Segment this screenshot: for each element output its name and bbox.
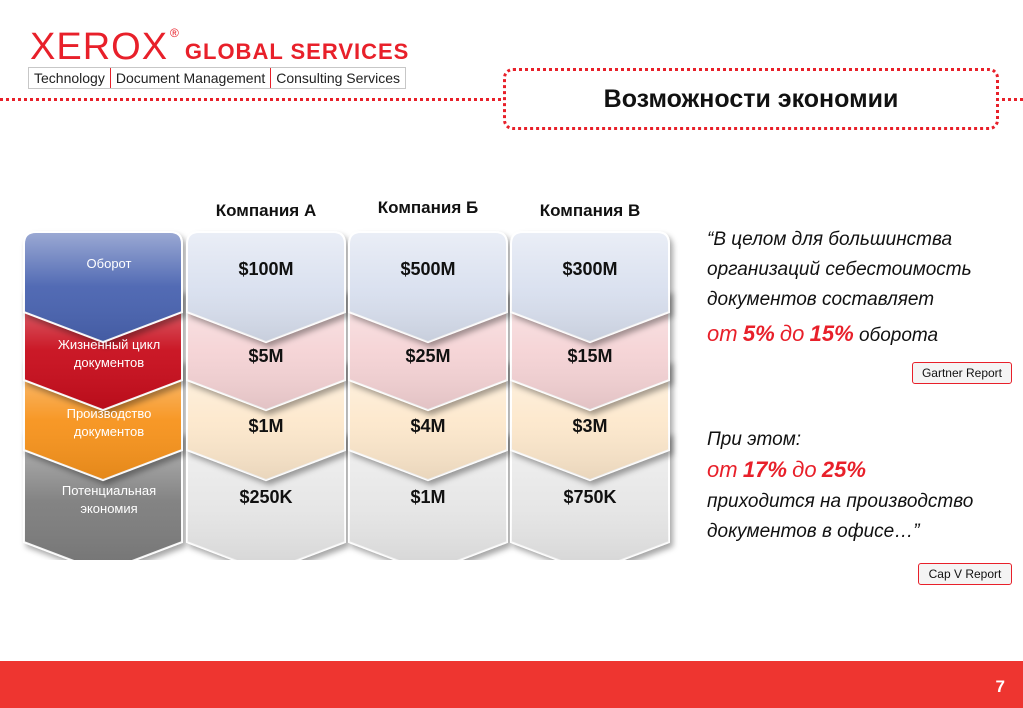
value-label: $3M — [572, 416, 608, 436]
page-number: 7 — [995, 677, 1005, 696]
quote-1-line-2: организаций себестоимость — [707, 259, 972, 280]
quote-2-from: от — [707, 457, 738, 482]
logo-word: XEROX — [30, 26, 169, 68]
category-label: Производство — [66, 406, 152, 421]
value-label: $5M — [248, 346, 284, 366]
quote-1-p1: 5% — [742, 321, 775, 346]
quote-2-p2: 25% — [821, 457, 866, 482]
quote-2-range — [707, 455, 973, 487]
value-label: $25M — [405, 346, 451, 366]
quote-1-tail: оборота — [858, 325, 939, 346]
tagline-technology: Technology — [34, 70, 105, 86]
value-label: $500M — [400, 259, 456, 279]
logo-reg-mark: ® — [170, 26, 179, 40]
gartner-report-button[interactable]: Gartner Report — [912, 362, 1012, 384]
category-label: документов — [73, 355, 145, 370]
company-header: Компания А — [215, 201, 317, 220]
value-label: $750K — [563, 487, 617, 507]
quote-1-to: до — [779, 321, 805, 346]
company-header: Компания В — [539, 201, 641, 220]
value-label: $15M — [567, 346, 613, 366]
quote-1-range — [707, 319, 972, 351]
quote-2-p1: 17% — [742, 457, 787, 482]
quote-2-line-1: приходится на производство — [707, 491, 974, 512]
value-label: $1M — [410, 487, 446, 507]
quote-2 — [707, 425, 973, 547]
quote-1-p2: 15% — [809, 321, 854, 346]
category-label: Оборот — [86, 256, 132, 271]
quote-2-line-2: документов в офисе…” — [707, 521, 920, 542]
quote-1-line-3: документов составляет — [707, 289, 935, 310]
logo-global-services: GLOBAL SERVICES — [184, 39, 410, 64]
category-label: экономия — [80, 501, 138, 516]
value-label: $250K — [239, 487, 293, 507]
category-label: Потенциальная — [61, 483, 157, 498]
value-label: $4M — [410, 416, 446, 436]
quote-1-from: от — [707, 321, 738, 346]
cap-v-report-button[interactable]: Cap V Report — [918, 563, 1012, 585]
value-label: $100M — [238, 259, 294, 279]
quote-1-line-1: “В целом для большинства — [707, 229, 953, 250]
quote-2-to: до — [792, 457, 817, 482]
category-label: Жизненный цикл — [57, 337, 161, 352]
category-label: документов — [73, 424, 145, 439]
page-title: Возможности экономии — [603, 84, 899, 113]
tagline-consulting-services: Consulting Services — [270, 68, 405, 88]
value-label: $300M — [562, 259, 618, 279]
footer-bar — [0, 661, 1023, 708]
quote-2-intro: При этом: — [707, 429, 802, 450]
company-header: Компания Б — [377, 198, 479, 217]
tagline-document-management: Document Management — [110, 68, 270, 88]
value-label: $1M — [248, 416, 284, 436]
quote-1 — [707, 225, 972, 351]
